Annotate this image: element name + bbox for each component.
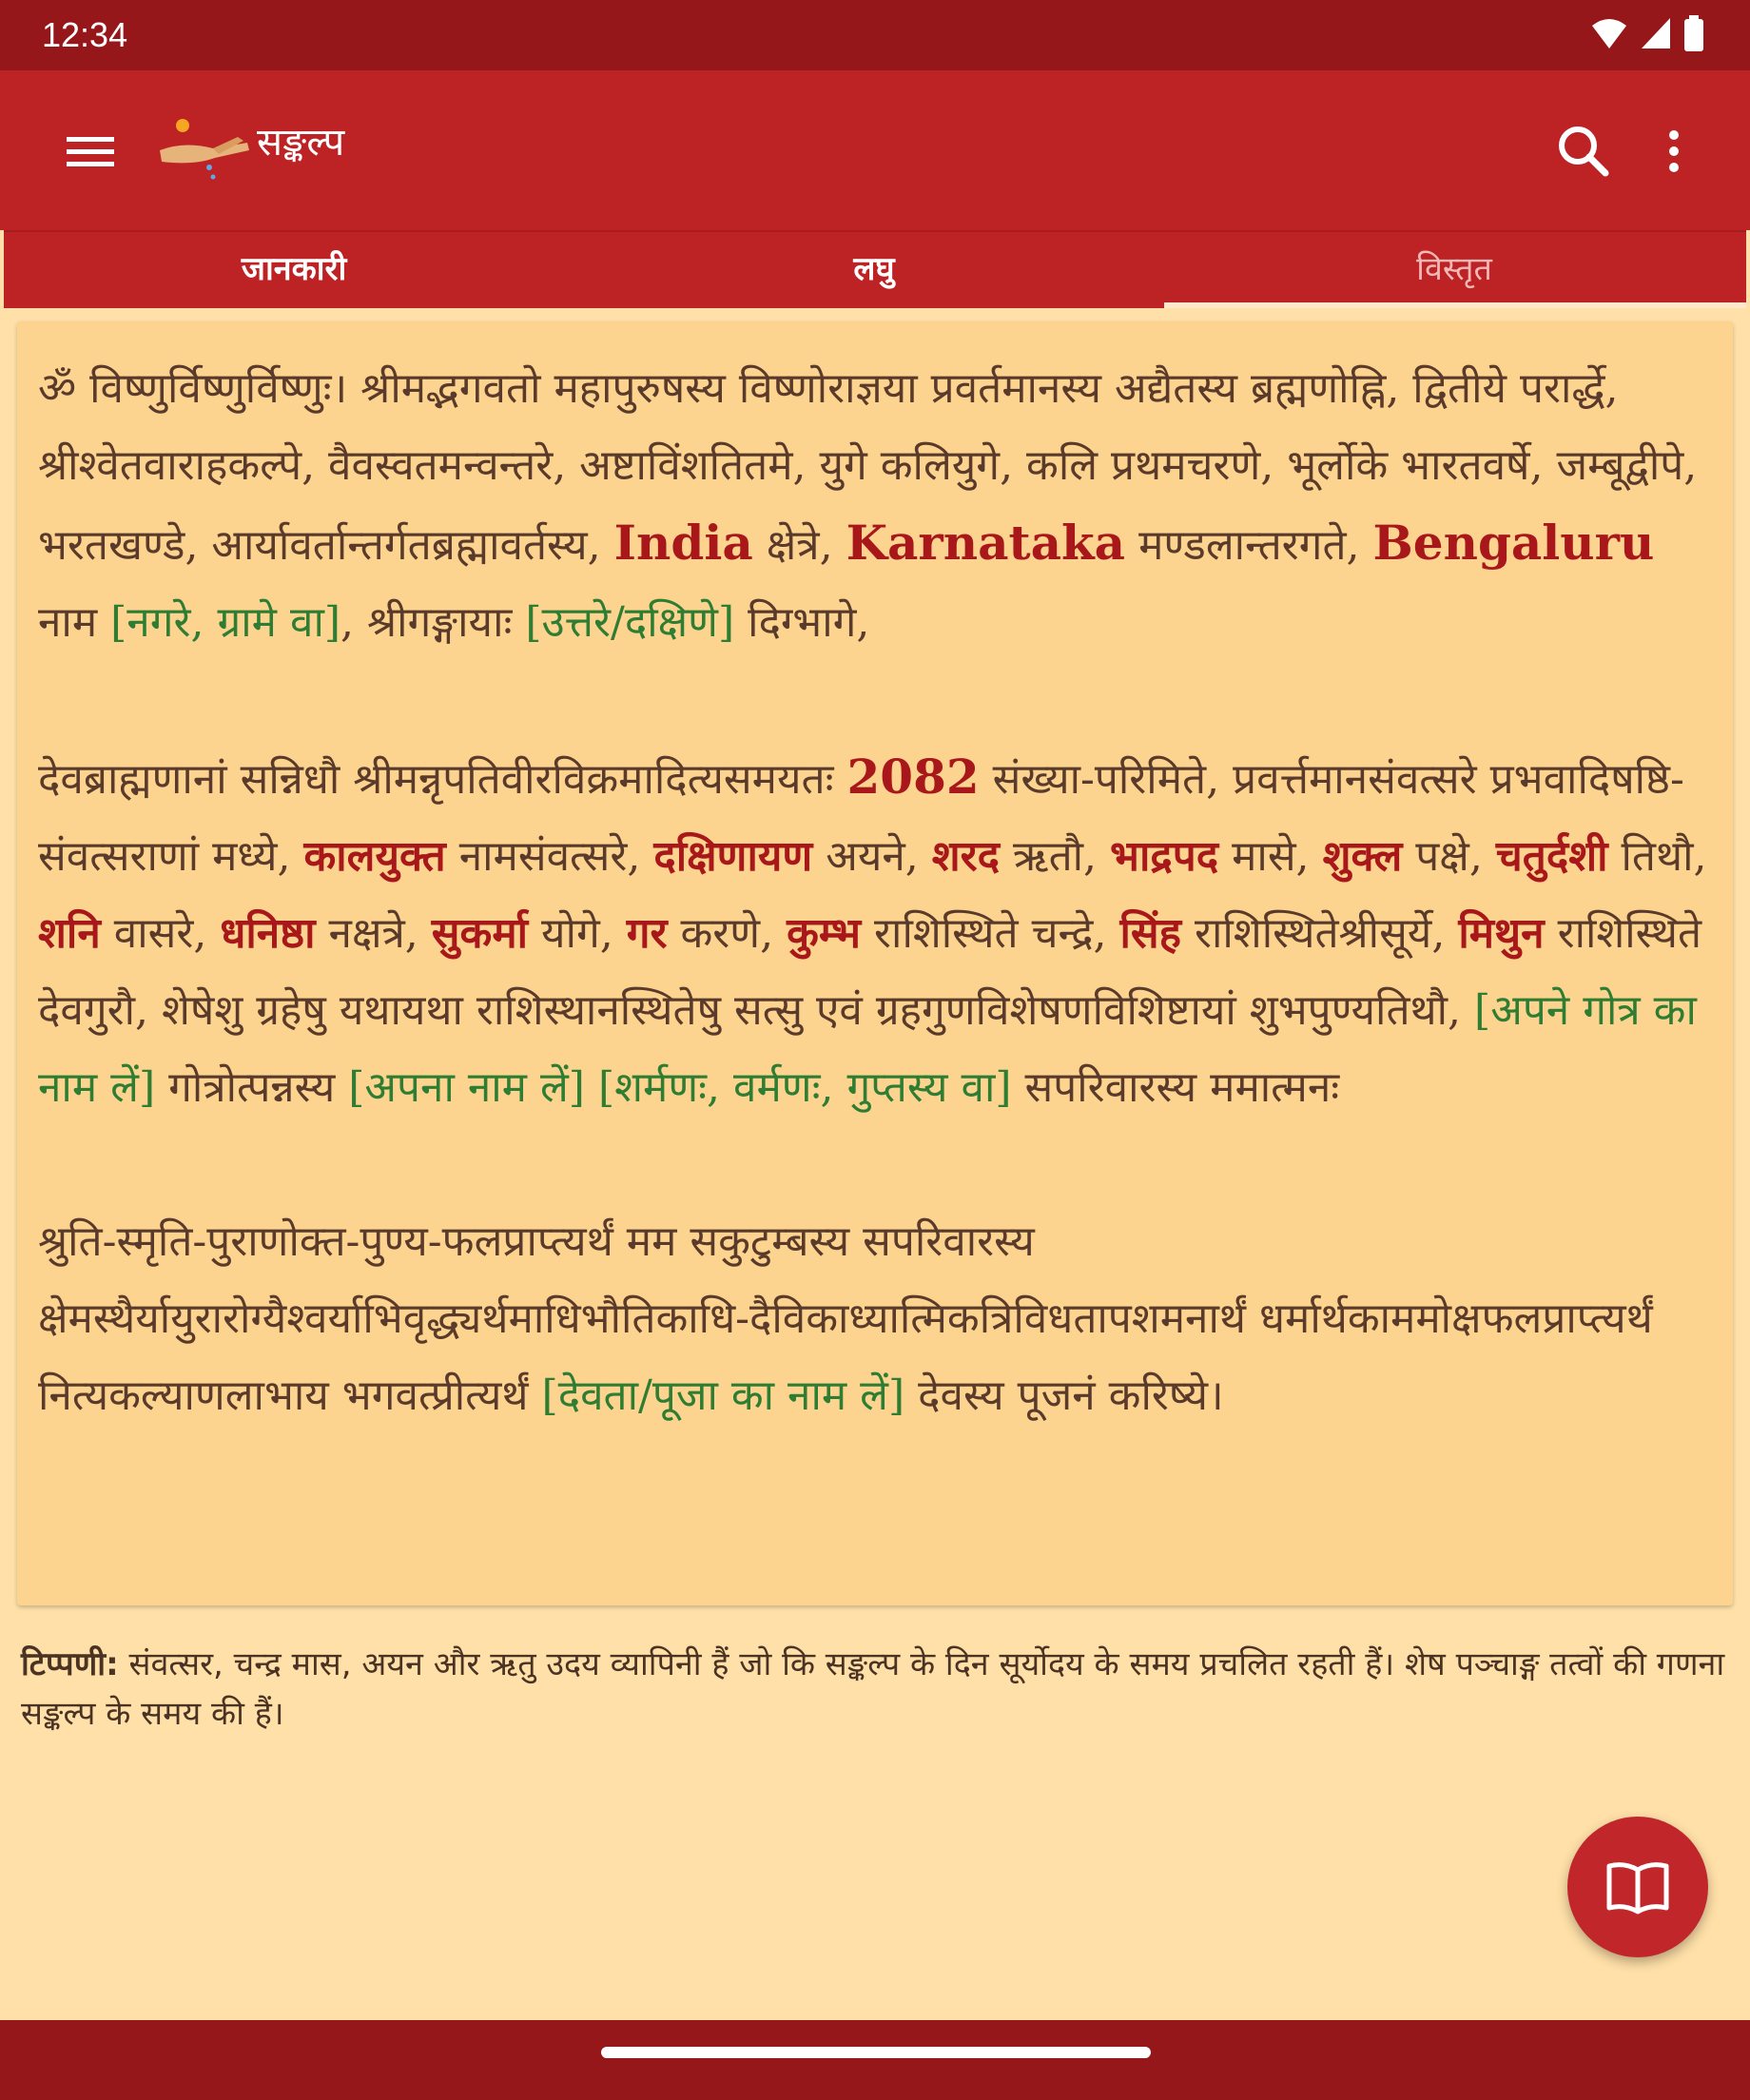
wifi-icon <box>1590 16 1628 50</box>
status-time: 12:34 <box>42 15 128 54</box>
guru-rashi-value: मिथुन <box>1458 909 1545 958</box>
menu-button[interactable] <box>57 118 124 185</box>
sankalpa-text <box>17 321 1733 1434</box>
placeholder-place: [नगरे, ग्रामे वा] <box>110 598 341 647</box>
search-icon <box>1550 118 1617 185</box>
nakshatra-value: धनिष्ठा <box>220 909 316 958</box>
vara-value: शनि <box>38 909 101 958</box>
signal-icon <box>1640 16 1672 50</box>
ritu-value: शरद <box>931 832 1001 881</box>
search-button[interactable] <box>1550 118 1617 185</box>
placeholder-surname: [शर्मणः, वर्मणः, गुप्तस्य वा] <box>597 1063 1012 1112</box>
masa-value: भाद्रपद <box>1110 832 1219 881</box>
sankalpa-card <box>17 321 1733 1605</box>
tithi-value: चतुर्दशी <box>1495 832 1608 881</box>
tab-short[interactable]: लघु <box>853 250 895 288</box>
sankalpa-paragraph-1: ॐ विष्णुर्विष्णुर्विष्णुः। श्रीमद्भगवतो महापुरुषस्य विष्णोराज्ञया प्रवर्तमानस्य अद्यैतस्य ब्रह्मणोह्नि, द्वितीये परार्द्धे, श्रीश्वेतवाराहकल्पे, वैवस्वतमन्वन्तरे, अष्टाविंशतितमे, युगे कलियुगे, कलि प्रथमचरणे, भूर्लोके भारतवर्षे, जम्बूद्वीपे, भरतखण्डे, आर्यावर्तान्तर्गतब्रह्मावर्तस्य, India क्षेत्रे, Karnataka मण्डलान्तरगते, Bengaluru नाम [नगरे, ग्रामे वा], श्रीगङ्गायाः [उत्तरे/दक्षिणे] दिग्भागे, <box>38 364 1698 647</box>
placeholder-deity: [देवता/पूजा का नाम लें] <box>541 1371 905 1420</box>
note-label: टिप्पणी: <box>21 1645 119 1683</box>
book-fab-button[interactable] <box>1567 1817 1708 1957</box>
moon-rashi-value: कुम्भ <box>787 909 862 958</box>
tab-indicator <box>1164 302 1746 308</box>
tab-detailed[interactable]: विस्तृत <box>1416 250 1492 288</box>
samvatsara-value: कालयुक्त <box>303 832 446 881</box>
paksha-value: शुक्ल <box>1322 832 1403 881</box>
sun-rashi-value: सिंह <box>1119 909 1181 958</box>
note-text <box>21 1640 1733 1739</box>
book-icon <box>1604 1853 1672 1921</box>
state-value: Karnataka <box>846 515 1126 571</box>
sankalpa-paragraph-3: श्रुति-स्मृति-पुराणोक्त-पुण्य-फलप्राप्त्यर्थं मम सकुटुम्बस्य सपरिवारस्य क्षेमस्थैर्यायुरारोग्यैश्वर्याभिवृद्ध्यर्थमाधिभौतिकाधि-दैविकाध्यात्मिकत्रिविधतापशमनार्थं धर्मार्थकाममोक्षफलप्राप्त्यर्थं नित्यकल्याणलाभाय भगवत्प्रीत्यर्थं [देवता/पूजा का नाम लें] देवस्य पूजनं करिष्ये। <box>38 1217 1653 1420</box>
ayana-value: दक्षिणायण <box>653 832 813 881</box>
battery-icon <box>1683 15 1704 51</box>
year-value: 2082 <box>846 749 980 805</box>
country-value: India <box>613 515 753 571</box>
karana-value: गर <box>626 909 668 958</box>
status-icons <box>1590 15 1704 51</box>
sankalpa-paragraph-2: देवब्राह्मणानां सन्निधौ श्रीमन्नृपतिवीरविक्रमादित्यसमयतः 2082 संख्या-परिमिते, प्रवर्त्तमानसंवत्सरे प्रभवादिषष्ठि-संवत्सराणां मध्ये, कालयुक्त नामसंवत्सरे, दक्षिणायण अयने, शरद ऋतौ, भाद्रपद मासे, शुक्ल पक्षे, चतुर्दशी तिथौ, शनि वासरे, धनिष्ठा नक्षत्रे, सुकर्मा योगे, गर करणे, कुम्भ राशिस्थिते चन्द्रे, सिंह राशिस्थितेश्रीसूर्ये, मिथुन राशिस्थिते देवगुरौ, शेषेशु ग्रहेषु यथायथा राशिस्थानस्थितेषु सत्सु एवं ग्रहगुणविशेषणविशिष्टायां शुभपुण्यतिथौ, [अपने गोत्र का नाम लें] गोत्रोत्पन्नस्य [अपना नाम लें] [शर्मणः, वर्मणः, गुप्तस्य वा] सपरिवारस्य ममात्मनः <box>38 749 1707 1112</box>
menu-icon <box>57 118 124 185</box>
placeholder-direction: [उत्तरे/दक्षिणे] <box>525 598 735 647</box>
app-bar <box>0 70 1750 230</box>
note-body: संवत्सर, चन्द्र मास, अयन और ऋतु उदय व्यापिनी हैं जो कि सङ्कल्प के दिन सूर्योदय के समय प्रचलित रहती हैं। शेष पञ्चाङ्ग तत्वों की गणना सङ्कल्प के समय की हैं। <box>21 1645 1725 1733</box>
city-value: Bengaluru <box>1372 515 1655 571</box>
status-bar <box>0 0 1750 70</box>
more-options-button[interactable] <box>1655 118 1693 185</box>
yoga-value: सुकर्मा <box>431 909 529 958</box>
tab-information[interactable]: जानकारी <box>241 250 347 288</box>
placeholder-gotra: [अपने गोत्र का नाम लें] <box>38 986 1697 1112</box>
gesture-handle[interactable] <box>601 2047 1151 2058</box>
tab-bar <box>4 230 1746 308</box>
logo-icon <box>156 112 251 185</box>
navigation-bar <box>0 2020 1750 2100</box>
placeholder-name: [अपना नाम लें] <box>348 1063 585 1112</box>
app-title: सङ्कल्प <box>257 121 345 165</box>
more-vert-icon <box>1655 118 1693 185</box>
